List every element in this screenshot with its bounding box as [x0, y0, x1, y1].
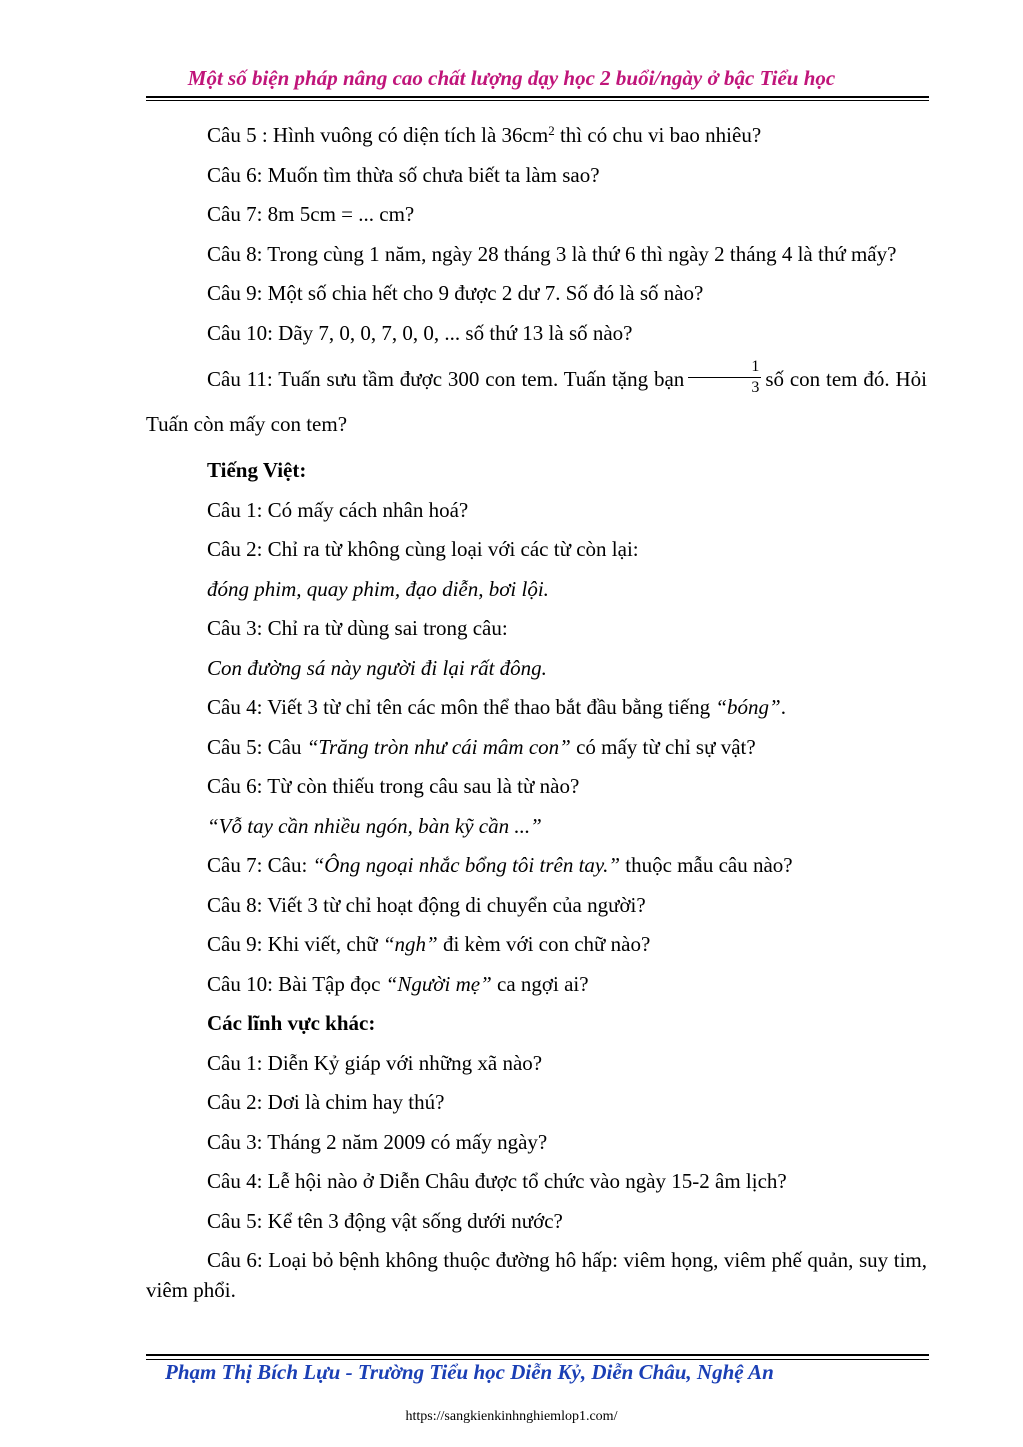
other-question-4: Câu 4: Lễ hội nào ở Diễn Châu được tổ chức vào ngày 15-2 âm lịch? — [207, 1169, 787, 1194]
other-question-2: Câu 2: Dơi là chim hay thú? — [207, 1090, 445, 1115]
tv-question-2: Câu 2: Chỉ ra từ không cùng loại với các từ còn lại: — [207, 537, 639, 562]
math-question-10: Câu 10: Dãy 7, 0, 0, 7, 0, 0, ... số thứ 13 là số nào? — [207, 320, 633, 345]
tv-question-6-sentence: “Vỗ tay cần nhiều ngón, bàn kỹ cần ...” — [207, 813, 542, 838]
tv-question-7: Câu 7: Câu: “Ông ngoại nhắc bổng tôi trên tay.” thuộc mẫu câu nào? — [207, 853, 793, 878]
other-question-5: Câu 5: Kể tên 3 động vật sống dưới nước? — [207, 1208, 563, 1233]
footer-url[interactable]: https://sangkienkinhnghiemlop1.com/ — [405, 1409, 618, 1424]
tv-question-3: Câu 3: Chỉ ra từ dùng sai trong câu: — [207, 616, 508, 641]
section-heading-khac: Các lĩnh vực khác: — [207, 1011, 376, 1036]
fraction: $\frac{1}{3}$ — [688, 357, 761, 398]
math-question-6: Câu 6: Muốn tìm thừa số chưa biết ta làm sao? — [207, 162, 600, 187]
header-rule-thick — [146, 96, 929, 98]
footer-rule-thick — [146, 1354, 929, 1356]
footer-author: Phạm Thị Bích Lựu - Trường Tiểu học Diễn Kỷ, Diễn Châu, Nghệ An — [165, 1360, 774, 1384]
page-header-title: Một số biện pháp nâng cao chất lượng dạy học 2 buổi/ngày ở bậc Tiểu học — [187, 66, 836, 90]
tv-question-8: Câu 8: Viết 3 từ chỉ hoạt động di chuyển của người? — [207, 892, 646, 917]
header-rule-thin — [146, 100, 929, 101]
math-question-11: Câu 11: Tuấn sưu tầm được 300 con tem. Tuấn tặng bạn $\frac{1}{3}$ số con tem đó. Hỏi Tuấn còn mấy con tem? — [146, 357, 927, 436]
math-question-9: Câu 9: Một số chia hết cho 9 được 2 dư 7. Số đó là số nào? — [207, 281, 704, 305]
tv-question-4: Câu 4: Viết 3 từ chỉ tên các môn thể thao bắt đầu bằng tiếng “bóng”. — [207, 695, 786, 720]
math-question-5: Câu 5 : Hình vuông có diện tích là $36cm^2$ thì có chu vi bao nhiêu? — [207, 123, 762, 147]
tv-question-6: Câu 6: Từ còn thiếu trong câu sau là từ nào? — [207, 774, 580, 799]
tv-question-2-words: đóng phim, quay phim, đạo diễn, bơi lội. — [207, 576, 549, 601]
other-question-1: Câu 1: Diễn Kỷ giáp với những xã nào? — [207, 1050, 543, 1075]
tv-question-10: Câu 10: Bài Tập đọc “Người mẹ” ca ngợi ai? — [207, 971, 589, 996]
math-question-7: Câu 7: 8m 5cm = ... cm? — [207, 202, 415, 226]
tv-question-9: Câu 9: Khi viết, chữ “ngh” đi kèm với con chữ nào? — [207, 932, 651, 957]
tv-question-1: Câu 1: Có mấy cách nhân hoá? — [207, 497, 469, 522]
other-question-6: Câu 6: Loại bỏ bệnh không thuộc đường hô hấp: viêm họng, viêm phế quản, suy tim, viêm phổi. — [146, 1248, 927, 1303]
tv-question-5: Câu 5: Câu “Trăng tròn như cái mâm con” có mấy từ chỉ sự vật? — [207, 734, 756, 759]
tv-question-3-sentence: Con đường sá này người đi lại rất đông. — [207, 655, 547, 680]
math-question-8: Câu 8: Trong cùng 1 năm, ngày 28 tháng 3 là thứ 6 thì ngày 2 tháng 4 là thứ mấy? — [207, 241, 897, 266]
document-body — [146, 120, 927, 1305]
other-question-3: Câu 3: Tháng 2 năm 2009 có mấy ngày? — [207, 1129, 548, 1154]
section-heading-tieng-viet: Tiếng Việt: — [207, 458, 307, 483]
